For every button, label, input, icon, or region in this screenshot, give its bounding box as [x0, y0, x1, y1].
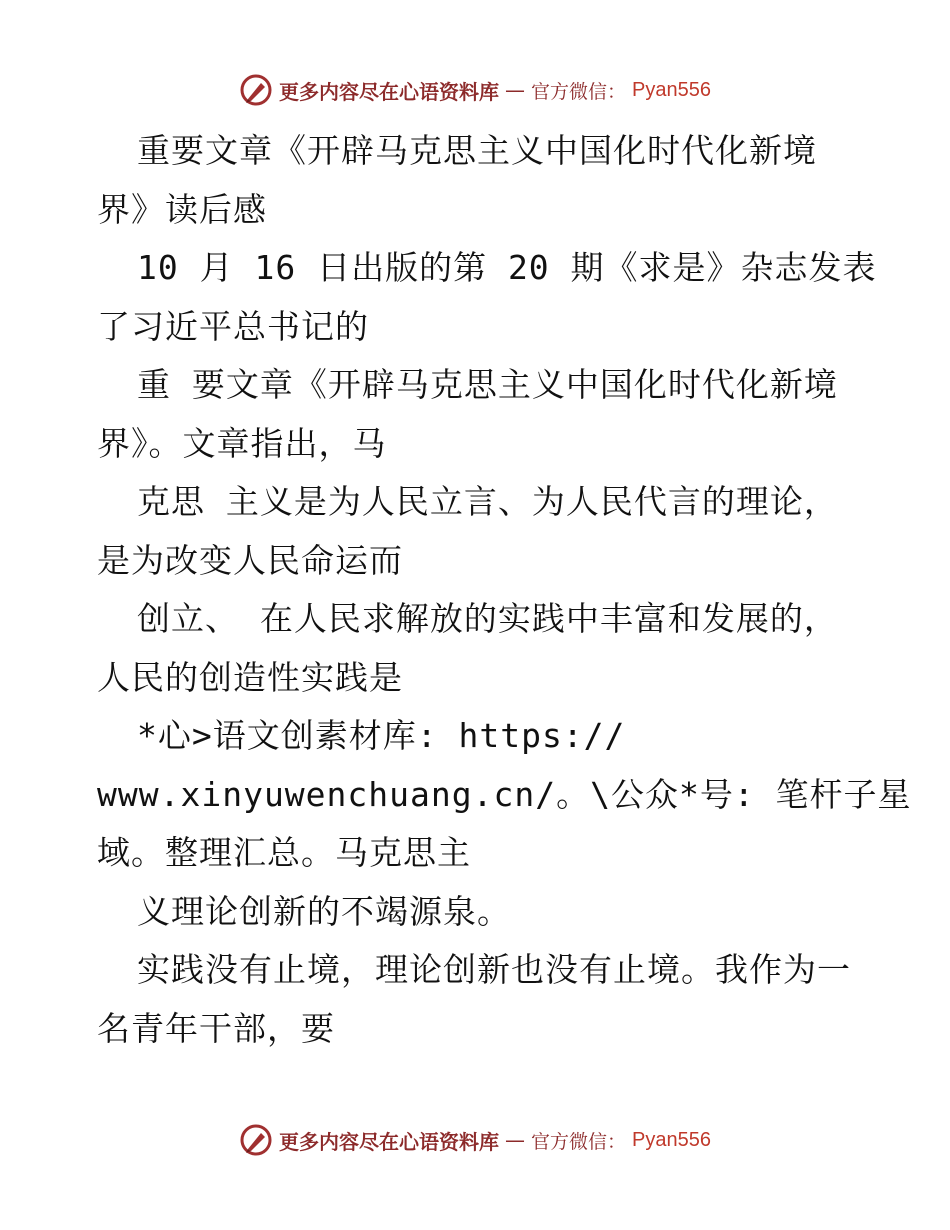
body-line: 10 月 16 日出版的第 20 期《求是》杂志发表	[137, 248, 877, 287]
header-wechat-label: 官方微信：	[531, 80, 627, 103]
footer-wechat-label: 官方微信：	[531, 1130, 627, 1153]
body-line: 重 要文章《开辟马克思主义中国化时代化新境	[137, 365, 838, 404]
body-line: 名青年干部，要	[97, 1008, 335, 1048]
footer-wechat-id: Pyan556	[632, 1128, 711, 1151]
body-line: 人民的创造性实践是	[97, 657, 403, 697]
pen-nib-circle-icon	[239, 1123, 273, 1157]
body-line: 实践没有止境，理论创新也没有止境。我作为一	[137, 950, 851, 989]
body-line: 创立、 在人民求解放的实践中丰富和发展的，	[137, 599, 838, 638]
header-site-text: 更多内容尽在心语资料库	[279, 79, 499, 104]
footer-site-text: 更多内容尽在心语资料库	[279, 1129, 499, 1154]
body-line: *心>语文创素材库: https://	[137, 716, 626, 755]
body-line: 域。整理汇总。马克思主	[97, 833, 471, 872]
header-banner	[0, 70, 950, 110]
footer-separator: —	[505, 1128, 525, 1152]
body-line: 克思 主义是为人民立言、为人民代言的理论，	[137, 482, 838, 521]
header-separator: —	[505, 78, 525, 102]
body-line: 重要文章《开辟马克思主义中国化时代化新境	[137, 131, 817, 170]
body-line: 了习近平总书记的	[97, 306, 369, 346]
header-wechat-id: Pyan556	[632, 78, 711, 101]
body-line: 界》读后感	[97, 189, 267, 229]
pen-nib-circle-icon	[239, 73, 273, 107]
document-body	[97, 122, 912, 1058]
body-line: 义理论创新的不竭源泉。	[137, 891, 511, 931]
footer-banner	[0, 1120, 950, 1160]
body-line: 界》。文章指出，马	[97, 423, 387, 463]
body-line: www.xinyuwenchuang.cn/。\公众*号: 笔杆子星	[97, 774, 912, 814]
body-line: 是为改变人民命运而	[97, 540, 403, 580]
